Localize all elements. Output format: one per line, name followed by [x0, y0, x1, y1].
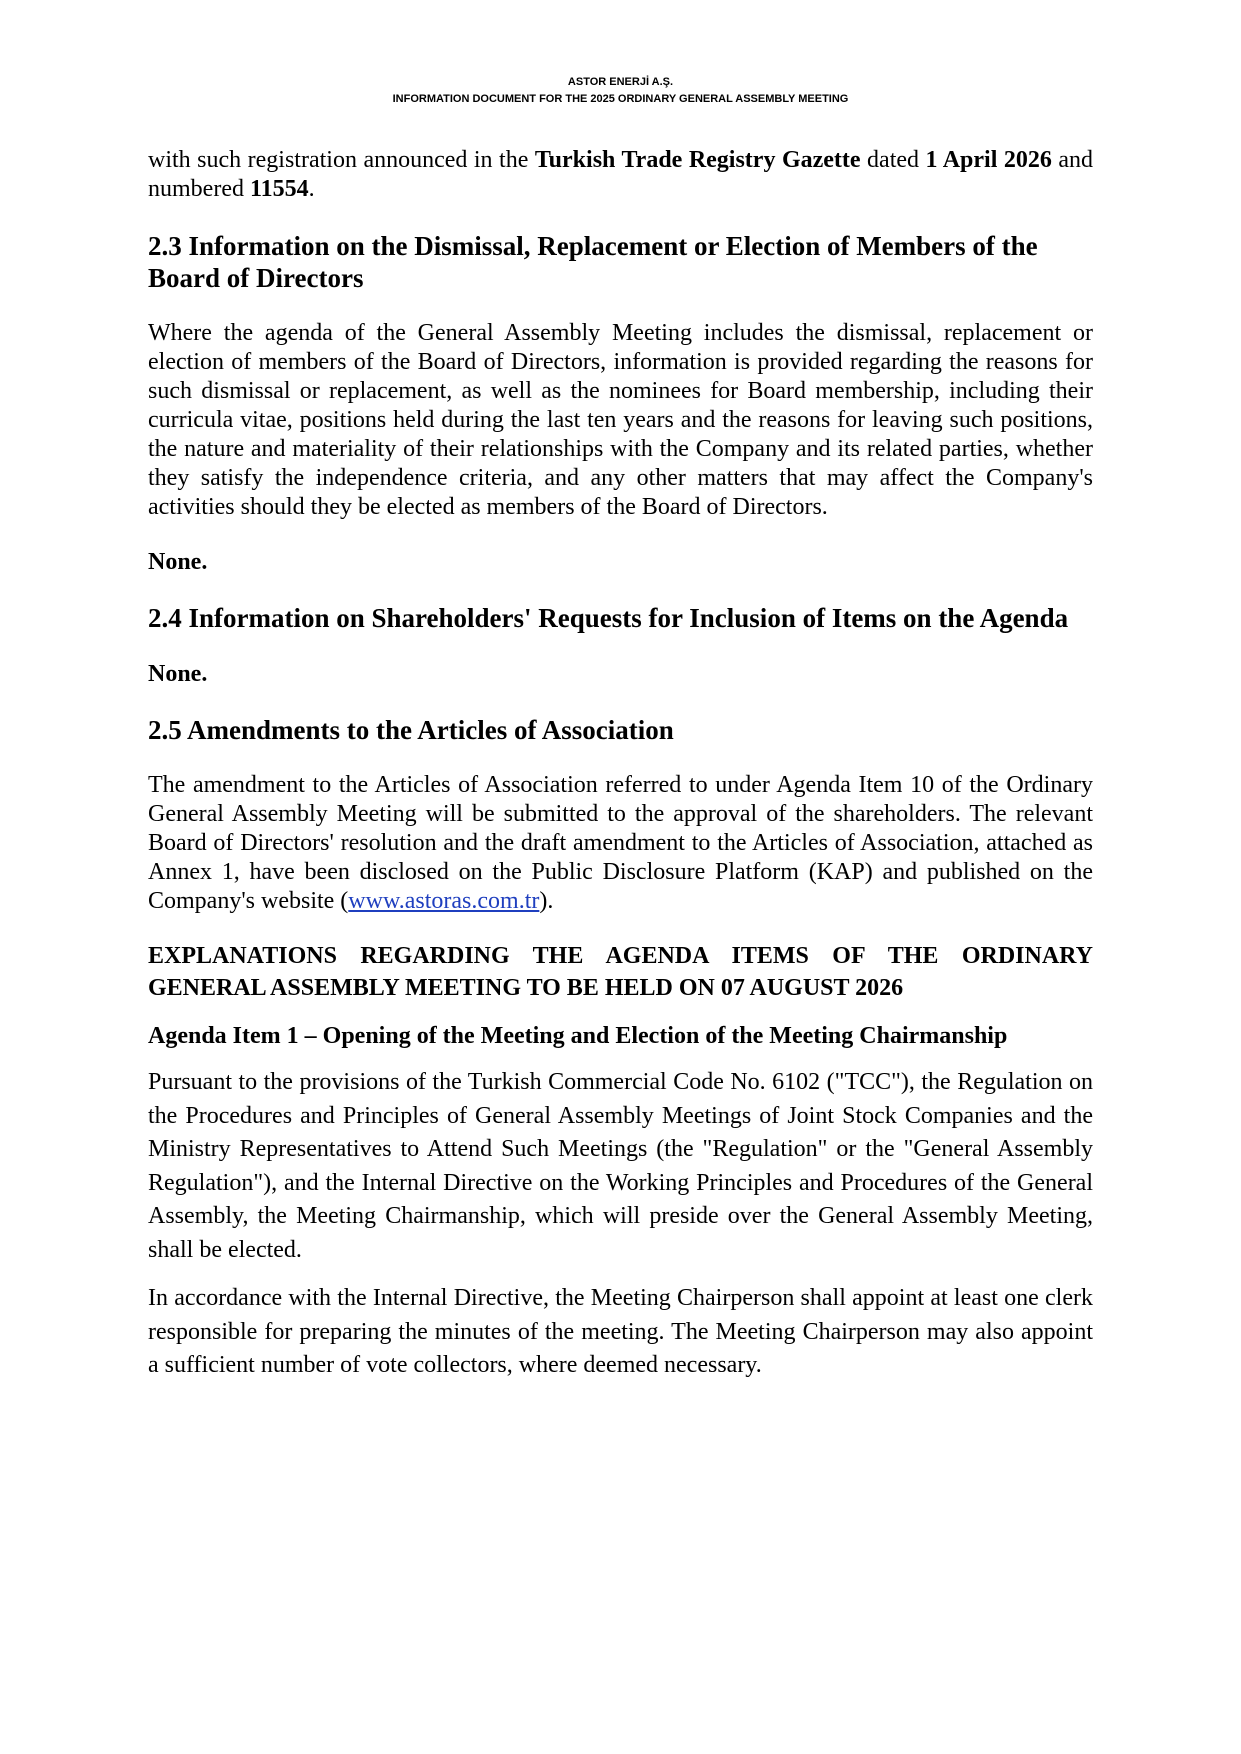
agenda-item-1-paragraph-2: In accordance with the Internal Directive, the Meeting Chairperson shall appoint at least one clerk responsible for preparing the minutes of the meeting. The Meeting Chairperson may also appoint a sufficient number of vote collectors, where deemed necessary.	[148, 1285, 1093, 1378]
section-2-5-body	[148, 771, 1093, 916]
intro-text: .	[308, 176, 315, 202]
intro-text: with such registration announced in the	[148, 147, 535, 173]
section-2-3-body: Where the agenda of the General Assembly Meeting includes the dismissal, replacement or election of members of the Board of Directors, information is provided regarding the reasons for such dismissal or replacement, as well as the nominees for Board membership, including their curricula vitae, positions held during the last ten years and the reasons for leaving such positions, the nature and materiality of their relationships with the Company and its related parties, whether they satisfy the independence criteria, and any other matters that may affect the Company's activities should they be elected as members of the Board of Directors.	[148, 320, 1093, 520]
section-2-4-heading: 2.4 Information on Shareholders' Requests for Inclusion of Items on the Agenda	[148, 603, 1069, 633]
section-2-4-answer: None.	[148, 661, 208, 687]
explanations-heading	[148, 940, 1093, 1004]
agenda-item-1-title: Agenda Item 1 – Opening of the Meeting and Election of the Meeting Chairmanship	[148, 1023, 1008, 1049]
intro-text: dated	[860, 147, 926, 173]
section-2-3-heading: 2.3 Information on the Dismissal, Replacement or Election of Members of the Board of Directors	[148, 231, 1038, 293]
explanations-line-2: GENERAL ASSEMBLY MEETING TO BE HELD ON 07 AUGUST 2026	[148, 975, 904, 1001]
header-company: ASTOR ENERJİ A.Ş.	[567, 76, 674, 88]
intro-text: and numbered	[148, 147, 1094, 202]
section-2-3-answer: None.	[148, 549, 208, 575]
document-body	[148, 146, 1093, 1383]
page-header	[0, 74, 1241, 108]
company-website-link[interactable]: www.astoras.com.tr	[348, 888, 540, 914]
agenda-item-1-paragraph-1: Pursuant to the provisions of the Turkish Commercial Code No. 6102 ("TCC"), the Regulation on the Procedures and Principles of General Assembly Meetings of Joint Stock Companies and the Ministry Representatives to Attend Such Meetings (the "Regulation" or the "General Assembly Regulation"), and the Internal Directive on the Working Principles and Procedures of the General Assembly, the Meeting Chairmanship, which will preside over the General Assembly Meeting, shall be elected.	[148, 1069, 1093, 1263]
intro-number: 11554	[249, 176, 309, 202]
intro-paragraph	[148, 146, 1093, 204]
section-2-5-text: The amendment to the Articles of Association referred to under Agenda Item 10 of the Ordinary General Assembly Meeting will be submitted to the approval of the shareholders. The relevant Board of Directors' resolution and the draft amendment to the Articles of Association, attached as Annex 1, have been disclosed on the Public Disclosure Platform (KAP) and published on the Company's website (	[148, 772, 1093, 914]
section-2-5-heading: 2.5 Amendments to the Articles of Association	[148, 715, 674, 745]
intro-date: 1 April 2026	[925, 147, 1052, 173]
section-2-5-text-end: ).	[539, 888, 554, 914]
explanations-line-1: EXPLANATIONS REGARDING THE AGENDA ITEMS OF THE ORDINARY	[148, 943, 1093, 969]
intro-gazette: Turkish Trade Registry Gazette	[534, 147, 861, 173]
header-document-title: INFORMATION DOCUMENT FOR THE 2025 ORDINARY GENERAL ASSEMBLY MEETING	[392, 93, 849, 105]
